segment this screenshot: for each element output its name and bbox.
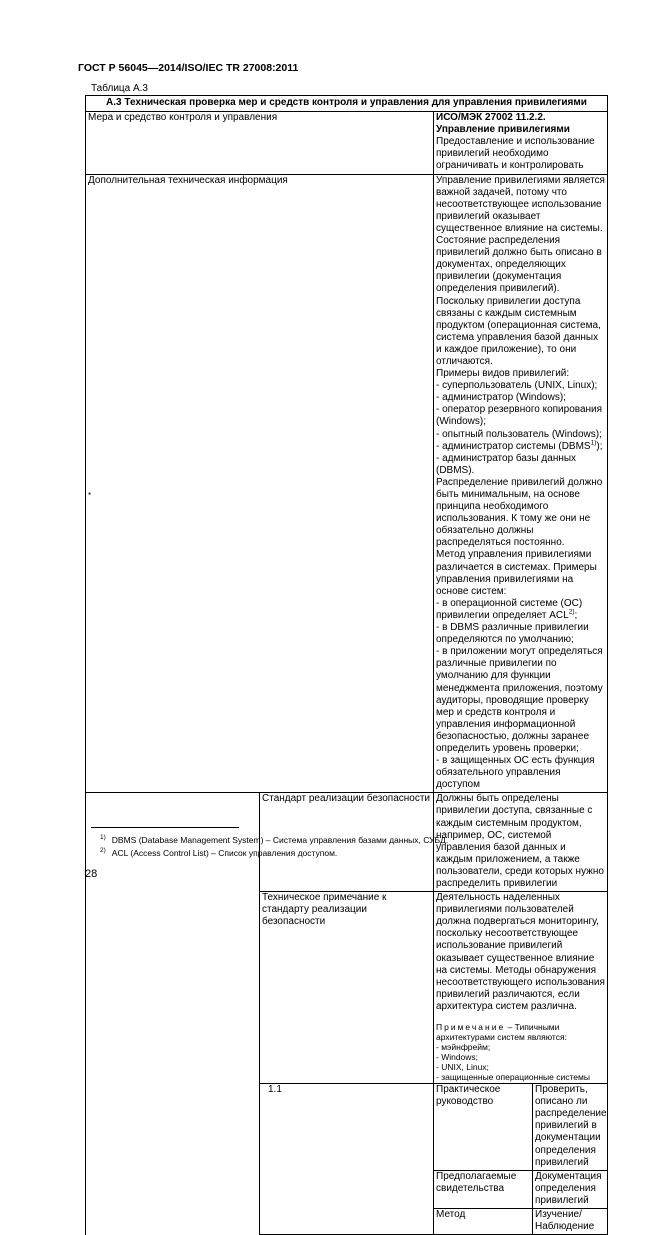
table-row xyxy=(86,174,608,793)
table-title: А.3 Техническая проверка мер и средств контроля и управления для управления привилегиями xyxy=(86,96,608,112)
list-item-text: - в операционной системе (ОС) привилегии определяет ACL xyxy=(436,597,583,621)
paragraph: Примеры видов привилегий: xyxy=(436,368,570,380)
note-item: - мэйнфрейм; xyxy=(436,1042,491,1053)
page-number: 28 xyxy=(85,868,98,880)
row-content xyxy=(434,892,608,1084)
table-row xyxy=(86,112,608,174)
inner-row xyxy=(434,1084,607,1170)
footnote-number: 1) xyxy=(100,834,106,841)
list-item xyxy=(436,598,605,622)
group-column xyxy=(86,793,260,1235)
footnote-ref: 2) xyxy=(568,608,575,616)
footnote-text: DBMS (Database Management System) – Система управления базами данных, СУБД. xyxy=(111,834,449,845)
table-title-row xyxy=(86,96,608,112)
note-item: - Windows; xyxy=(436,1052,479,1063)
list-item: - опытный пользователь (Windows); xyxy=(436,428,602,440)
row-content: Должны быть определены привилегии доступа, связанные с каждым системным продуктом, например, ОС, системой управления базой данных и каждым приложением, а также пользователи, среди которых нужно распределить привилегии xyxy=(434,793,608,892)
inner-table xyxy=(434,1084,607,1234)
list-item: - в защищенных ОС есть функция обязательного управления доступом xyxy=(436,755,595,791)
row-content xyxy=(434,174,608,793)
control-heading: ИСО/МЭК 27002 11.2.2. Управление привилегиями xyxy=(436,112,570,136)
row-marker: * xyxy=(88,491,92,500)
paragraph: Управление привилегиями является важной задачей, потому что несоответствующее использование привилегий оказывает существенное влияние на системы. Состояние распределения привилегий должно быть описано в документах, определяющих привилегии (документация определения привилегий). Поскольку привилегии доступа связаны с каждым системным продуктом (операционная система, система управления базой данных и каждое приложение), то они отличаются. xyxy=(436,174,605,367)
inner-value: Проверить, описано ли распределение привилегий в документации определения привилегий xyxy=(533,1084,608,1170)
paragraph: Распределение привилегий должно быть минимальным, на основе принципа необходимого использования. К тому же они не обязательно должны распределяться постоянно. xyxy=(436,476,603,549)
row-number: 1.1 xyxy=(260,1084,434,1235)
paragraph: Метод управления привилегиями различается в системах. Примеры управления привилегиями на основе систем: xyxy=(436,549,597,597)
inner-label: Метод xyxy=(434,1208,533,1234)
list-item xyxy=(436,441,605,453)
inner-label: Предполагаемые свидетельства xyxy=(434,1170,533,1208)
row-label: Дополнительная техническая информация xyxy=(86,174,434,793)
footnote-number: 2) xyxy=(100,847,106,854)
row-content xyxy=(434,112,608,174)
inner-row xyxy=(434,1170,607,1208)
note-item: - UNIX, Linux; xyxy=(436,1062,489,1073)
list-item-tail: ); xyxy=(596,440,603,452)
inner-row xyxy=(434,1208,607,1234)
list-item: - администратор базы данных (DBMS). xyxy=(436,452,577,476)
footnote-1 xyxy=(100,834,449,845)
footnote-text: ACL (Access Control List) – Список управления доступом. xyxy=(111,847,338,858)
table-caption: Таблица А.3 xyxy=(91,83,148,94)
note-word: Примечание xyxy=(436,1022,506,1033)
footnote-2 xyxy=(100,847,338,858)
note-item: - защищенные операционные системы xyxy=(436,1072,590,1083)
list-item: - в DBMS различные привилегии определяются по умолчанию; xyxy=(436,622,589,646)
footnote-ref: 1) xyxy=(590,439,597,447)
row-label: Мера и средство контроля и управления xyxy=(86,112,434,174)
row-label: Стандарт реализации безопасности xyxy=(260,793,434,892)
inner-value: Документация определения привилегий xyxy=(533,1170,608,1208)
row-label: Техническое примечание к стандарту реализации безопасности xyxy=(260,892,434,1084)
inner-value: Изучение/Наблюдение xyxy=(533,1208,608,1234)
list-item-text: - администратор системы (DBMS xyxy=(436,440,591,452)
row-content xyxy=(434,1084,608,1235)
document-header: ГОСТ Р 56045—2014/ISO/IEC TR 27008:2011 xyxy=(78,62,299,74)
note-heading xyxy=(436,1022,605,1042)
list-item: - суперпользователь (UNIX, Linux); xyxy=(436,380,598,392)
audit-table xyxy=(85,95,608,1235)
list-item: - администратор (Windows); xyxy=(436,392,566,404)
list-item: - оператор резервного копирования (Windows); xyxy=(436,404,603,428)
control-text: Предоставление и использование привилегий необходимо ограничивать и контролировать xyxy=(436,136,595,172)
paragraph: Деятельность наделенных привилегиями пользователей должна подвергаться мониторингу, поскольку несоответствующее использование привилегий оказывает существенное влияние на системы. Методы обнаружения несоответствующего использования привилегий различаются, если архитектура систем различна. xyxy=(436,892,605,1012)
note xyxy=(436,1022,605,1082)
note-text: – Типичными архитектурами систем являются: xyxy=(436,1022,567,1043)
footnote-rule xyxy=(91,827,239,828)
inner-label: Практическое руководство xyxy=(434,1084,533,1170)
list-item: - в приложении могут определяться различные привилегии по умолчанию для функции менеджмента приложения, поэтому аудиторы, проводящие проверку мер и средств контроля и управления информационной безопасностью, должны заранее определить уровень проверки; xyxy=(436,646,603,754)
list-item-tail: ; xyxy=(574,609,578,621)
